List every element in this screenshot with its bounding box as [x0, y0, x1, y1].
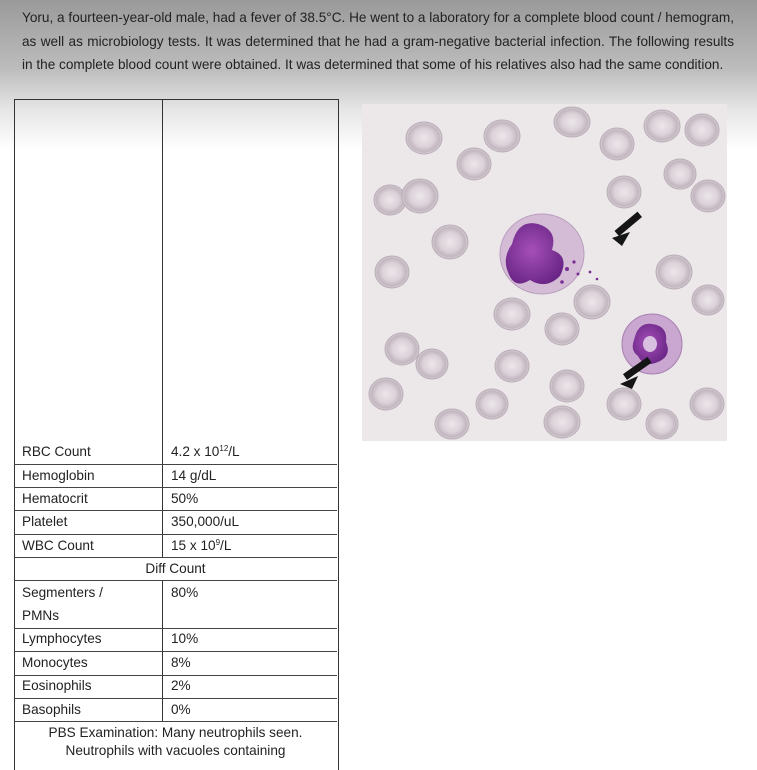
row-value-rbc: 4.2 x $10^{12}/L$	[171, 444, 240, 459]
row-value-hemoglobin: 14 g/dL	[171, 468, 217, 483]
pbs-line-2: Neutrophils with vacuoles containing	[65, 743, 286, 758]
row-value-hematocrit: 50%	[171, 491, 199, 506]
row-label-pmns: PMNs	[22, 608, 60, 623]
case-description: Yoru, a fourteen-year-old male, had a fever of 38.5°C. He went to a laboratory for a complete blood count / hemogram, as well as microbiology tests. It was determined that he had a gram-negative bacterial infection. The following results in the complete blood count were obtained. It was determined that some of his relatives also had the same condition.	[22, 10, 734, 72]
row-label-rbc: RBC Count	[22, 444, 91, 459]
row-value-wbc: 15 x $10^9/L$	[171, 538, 232, 553]
row-line	[14, 580, 337, 581]
row-line	[14, 534, 337, 535]
row-line	[14, 698, 337, 699]
row-value-monocytes: 8%	[171, 655, 191, 670]
diff-count-header: Diff Count	[145, 561, 206, 576]
row-label-basophils: Basophils	[22, 702, 81, 717]
row-value-basophils: 0%	[171, 702, 191, 717]
row-line	[14, 487, 337, 488]
row-line	[14, 557, 337, 558]
row-value-segmenters: 80%	[171, 585, 199, 600]
row-label-platelet: Platelet	[22, 514, 68, 529]
column-divider	[162, 99, 163, 558]
row-label-lymphocytes: Lymphocytes	[22, 631, 102, 646]
row-label-wbc: WBC Count	[22, 538, 94, 553]
row-line	[14, 721, 337, 722]
row-line	[14, 510, 337, 511]
row-label-monocytes: Monocytes	[22, 655, 88, 670]
row-line	[14, 675, 337, 676]
row-label-segmenters: Segmenters /	[22, 585, 103, 600]
row-label-eosinophils: Eosinophils	[22, 678, 92, 693]
blood-smear-micrograph	[362, 104, 727, 441]
row-label-hematocrit: Hematocrit	[22, 491, 88, 506]
row-line	[14, 651, 337, 652]
row-line	[14, 464, 337, 465]
pbs-line-1: PBS Examination: Many neutrophils seen.	[48, 725, 303, 740]
row-value-lymphocytes: 10%	[171, 631, 199, 646]
row-value-eosinophils: 2%	[171, 678, 191, 693]
row-value-platelet: 350,000/uL	[171, 514, 240, 529]
row-label-hemoglobin: Hemoglobin	[22, 468, 95, 483]
row-line	[14, 628, 337, 629]
